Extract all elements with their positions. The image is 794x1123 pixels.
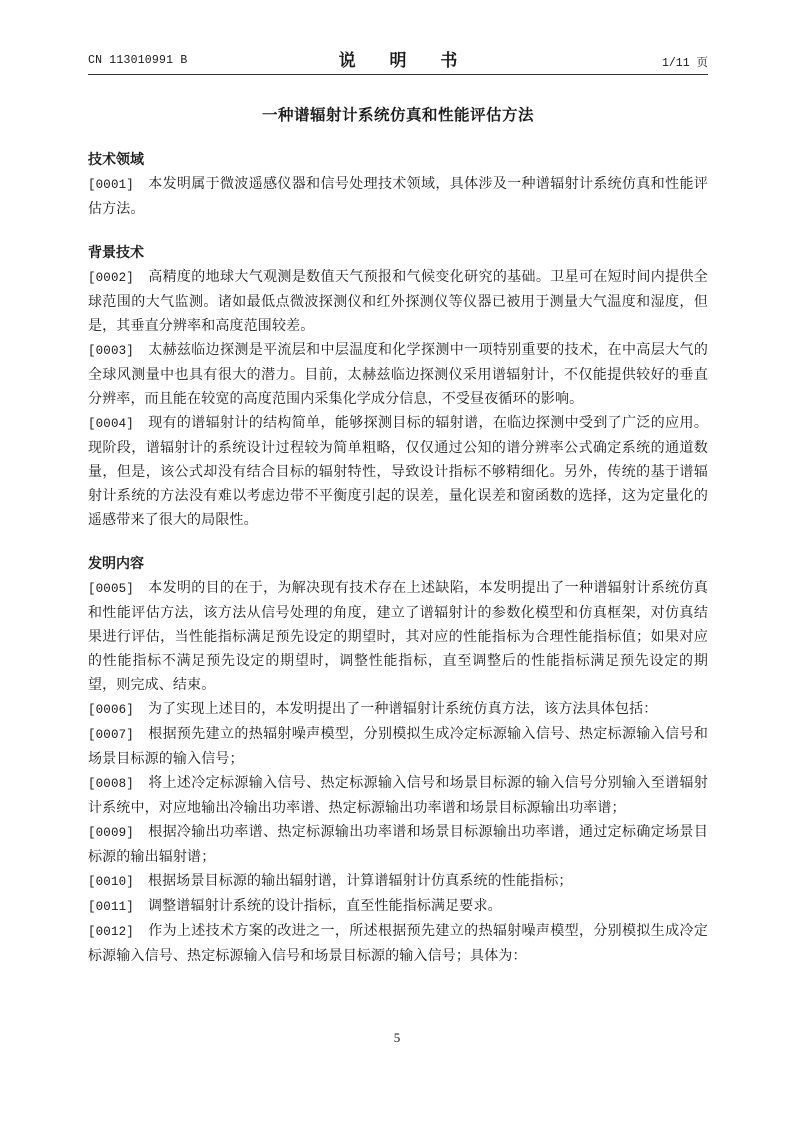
paragraph-number: [0006]: [88, 703, 134, 717]
paragraph-text: 根据冷输出功率谱、热定标源输出功率谱和场景目标源输出功率谱，通过定标确定场景目标源的输出辐射谱；: [88, 824, 708, 865]
paragraph-number: [0010]: [88, 875, 134, 889]
paragraph-number: [0008]: [88, 777, 134, 791]
paragraph-text: 为了实现上述目的，本发明提出了一种谱辐射计系统仿真方法，该方法具体包括：: [148, 701, 658, 717]
page-number: 5: [393, 1030, 401, 1045]
paragraph-number: [0012]: [88, 925, 134, 939]
paragraph-number: [0011]: [88, 900, 134, 914]
paragraph: [88, 576, 708, 697]
patent-number: CN 113010991 B: [88, 54, 188, 67]
paragraph-text: 太赫兹临边探测是平流层和中层温度和化学探测中一项特别重要的技术，在中高层大气的全球风测量中也具有很大的潜力。目前，太赫兹临边探测仪采用谱辐射计，不仅能提供较好的垂直分辨率，而且能在较宽的高度范围内采集化学成分信息，不受昼夜循环的影响。: [88, 342, 708, 407]
paragraph: [88, 722, 708, 771]
section-heading: 发明内容: [88, 556, 144, 572]
paragraph-number: [0003]: [88, 344, 134, 358]
paragraph: [88, 919, 708, 968]
page-reference: 1/11 页: [661, 57, 708, 70]
paragraph-text: 作为上述技术方案的改进之一，所述根据预先建立的热辐射噪声模型，分别模拟生成冷定标源输入信号、热定标源输入信号和场景目标源的输入信号；具体为：: [88, 923, 708, 964]
paragraph: [88, 172, 708, 221]
paragraph-number: [0001]: [88, 178, 134, 192]
page-header: [88, 44, 708, 76]
paragraph-number: [0002]: [88, 271, 134, 285]
paragraph: [88, 338, 708, 411]
document-body: [88, 148, 708, 968]
paragraph-text: 将上述冷定标源输入信号、热定标源输入信号和场景目标源的输入信号分别输入至谱辐射计系统中，对应地输出冷输出功率谱、热定标源输出功率谱和场景目标源输出功率谱；: [88, 775, 708, 816]
paragraph-text: 根据预先建立的热辐射噪声模型，分别模拟生成冷定标源输入信号、热定标源输入信号和场景目标源的输入信号；: [88, 726, 708, 767]
paragraph: [88, 697, 708, 722]
header-divider: [88, 74, 708, 75]
section-gap: [88, 532, 708, 552]
paragraph-text: 根据场景目标源的输出辐射谱，计算谱辐射计仿真系统的性能指标；: [148, 873, 573, 889]
paragraph: [88, 411, 708, 532]
paragraph-text: 高精度的地球大气观测是数值天气预报和气候变化研究的基础。卫星可在短时间内提供全球范围的大气监测。诸如最低点微波探测仪和红外探测仪等仪器已被用于测量大气温度和湿度，但是，其垂直分辨率和高度范围较差。: [88, 269, 708, 334]
paragraph-number: [0005]: [88, 582, 134, 596]
paragraph-text: 调整谱辐射计系统的设计指标，直至性能指标满足要求。: [148, 898, 502, 914]
paragraph: [88, 265, 708, 338]
section-heading: 技术领域: [88, 152, 144, 168]
paragraph-text: 现有的谱辐射计的结构简单，能够探测目标的辐射谱，在临边探测中受到了广泛的应用。现阶段，谱辐射计的系统设计过程较为简单粗略，仅仅通过公知的谱分辨率公式确定系统的通道数量，但是，该公式却没有结合目标的辐射特性，导致设计指标不够精细化。另外，传统的基于谱辐射计系统的方法没有难以考虑边带不平衡度引起的误差，量化误差和窗函数的选择，这为定量化的遥感带来了很大的局限性。: [88, 415, 708, 528]
paragraph-number: [0004]: [88, 417, 134, 431]
document-type-label: 说 明 书: [338, 51, 472, 71]
section-gap: [88, 221, 708, 241]
paragraph-number: [0007]: [88, 728, 134, 742]
paragraph-number: [0009]: [88, 826, 134, 840]
paragraph-text: 本发明属于微波遥感仪器和信号处理技术领域，具体涉及一种谱辐射计系统仿真和性能评估方法。: [88, 176, 708, 217]
paragraph: [88, 894, 708, 919]
document-title: 一种谱辐射计系统仿真和性能评估方法: [261, 106, 534, 124]
paragraph: [88, 771, 708, 820]
paragraph: [88, 820, 708, 869]
paragraph-text: 本发明的目的在于，为解决现有技术存在上述缺陷，本发明提出了一种谱辐射计系统仿真和性能评估方法，该方法从信号处理的角度，建立了谱辐射计的参数化模型和仿真框架，对仿真结果进行评估，当性能指标满足预先设定的期望时，其对应的性能指标为合理性能指标值；如果对应的性能指标不满足预先设定的期望时，调整性能指标，直至调整后的性能指标满足预先设定的期望，则完成、结束。: [88, 580, 708, 693]
section-heading: 背景技术: [88, 245, 144, 261]
paragraph: [88, 869, 708, 894]
